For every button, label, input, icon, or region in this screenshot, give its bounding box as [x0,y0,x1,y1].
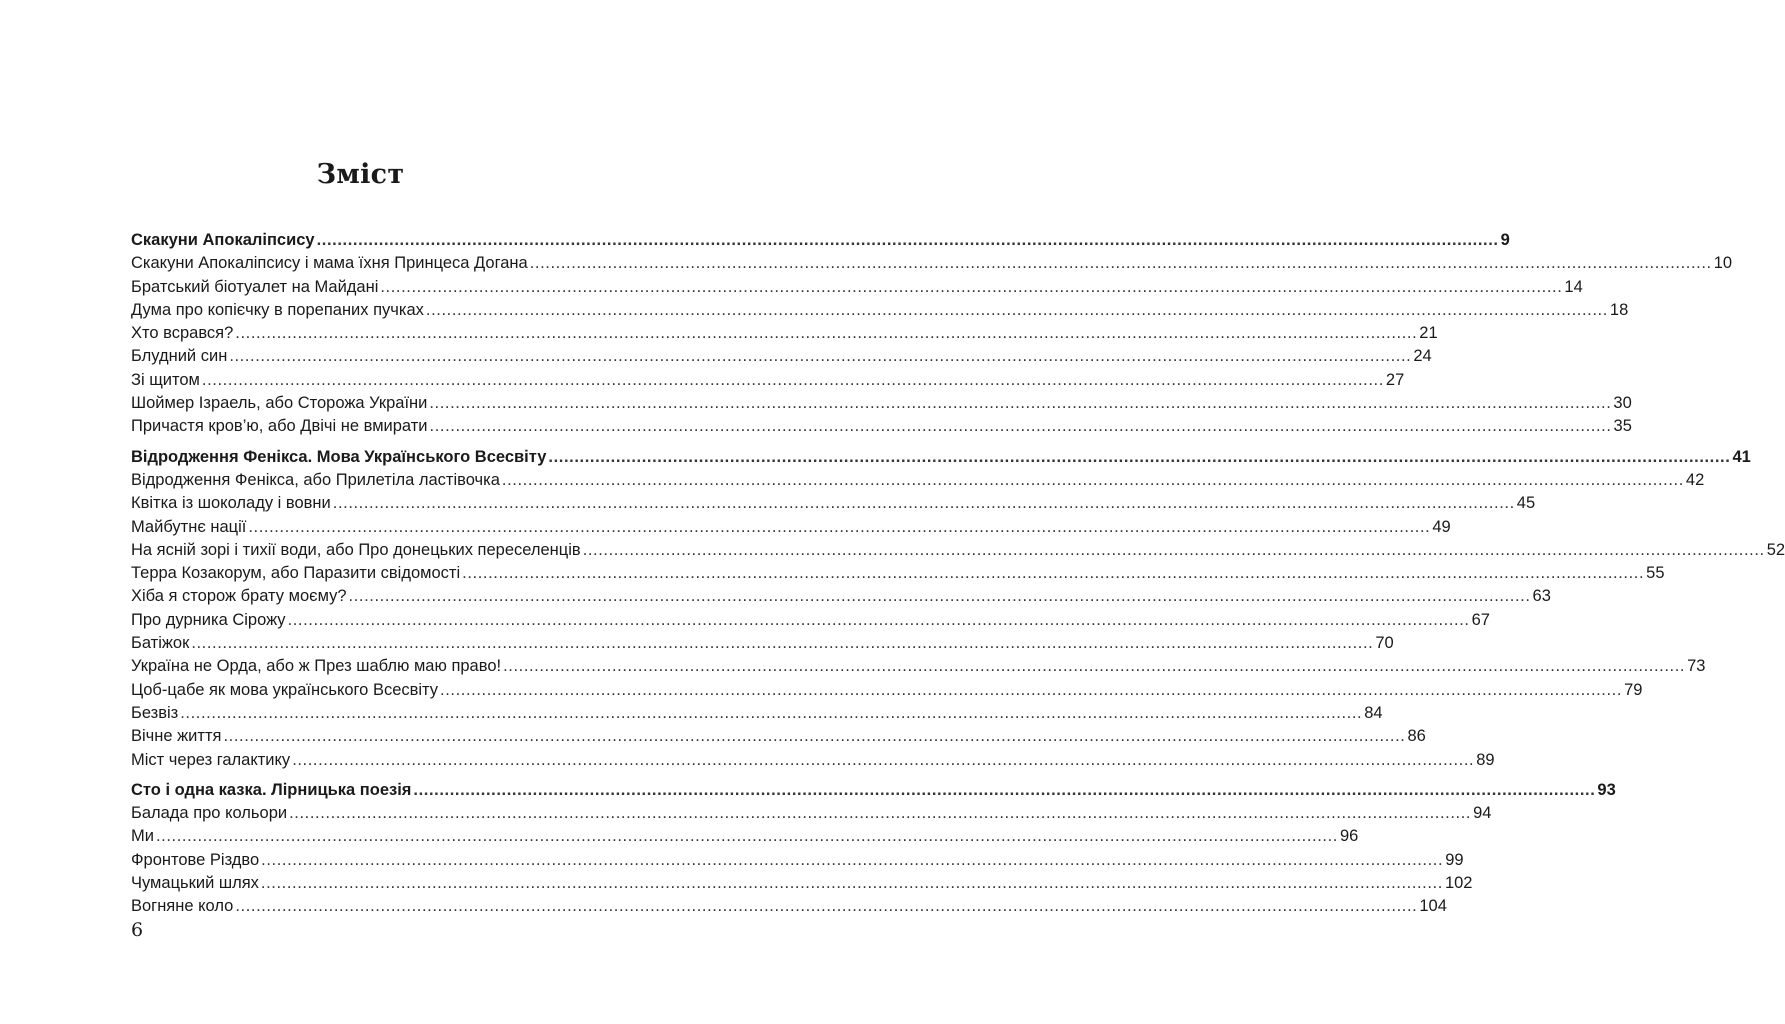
toc-entry [131,749,1495,772]
dot-leader [380,276,1562,299]
toc-entry-title: Причастя кров’ю, або Двічі не вмирати [131,417,428,436]
toc-entry-title: Майбутнє нації [131,517,247,536]
toc-entry-page: 49 [1432,517,1451,536]
dot-leader [248,516,1430,539]
toc-entry-title: Україна не Орда, або ж През шаблю маю право! [131,657,502,676]
toc-section [131,446,1785,772]
toc-entry [131,895,1447,918]
toc-entry [131,872,1473,895]
toc-entry-title: Вічне життя [131,727,222,746]
toc-entry-title: Вогняне коло [131,897,234,916]
toc-entry [131,702,1383,725]
dot-leader [292,749,1474,772]
toc-entry-page: 86 [1407,727,1426,746]
dot-leader [317,229,1499,252]
toc-entry-page: 93 [1597,780,1616,799]
toc-entry [131,469,1705,492]
dot-leader [503,655,1685,678]
toc-entry [131,679,1643,702]
toc-entry [131,802,1492,825]
page-title: Зміст [316,159,405,190]
toc-entry [131,632,1394,655]
toc-entry-page: 104 [1419,897,1447,916]
dot-leader [462,562,1644,585]
toc-entry-page: 94 [1473,804,1492,823]
toc-entry-page: 55 [1646,564,1665,583]
toc-entry-title: Балада про кольори [131,804,288,823]
toc-entry-title: Міст через галактику [131,750,291,769]
dot-leader [191,632,1373,655]
toc-entry-page: 52 [1766,540,1785,559]
dot-leader [261,849,1443,872]
toc-entry [131,415,1632,438]
toc-entry [131,299,1629,322]
toc-section [131,229,1733,439]
toc-entry-title: Фронтове Різдво [131,850,260,869]
toc-entry-title: Зі щитом [131,370,200,389]
dot-leader [289,802,1471,825]
toc-entry-title: Сто і одна казка. Лірницька поезія [131,780,412,799]
toc-entry [131,369,1405,392]
toc-entry [131,322,1438,345]
toc-entry-title: Безвіз [131,703,179,722]
toc-entry [131,609,1490,632]
toc-entry [131,252,1733,275]
toc-entry-page: 102 [1444,874,1473,893]
dot-leader [413,779,1595,802]
dot-leader [261,872,1443,895]
toc-entry-page: 70 [1375,634,1394,653]
toc-entry-title: Шоймер Ізраель, або Сторожа України [131,394,428,413]
toc-entry-title: Скакуни Апокаліпсису і мама їхня Принцеса Догана [131,254,528,273]
toc-entry-page: 96 [1339,827,1359,846]
toc-entry [131,725,1426,748]
toc-entry-page: 67 [1471,610,1490,629]
toc-entry-title: Відродження Фенікса. Мова Українського Всесвіту [131,447,547,466]
toc-entry-title: Братський біотуалет на Майдані [131,277,379,296]
toc-entry-page: 84 [1364,703,1383,722]
toc-entry [131,539,1785,562]
toc-entry-page: 73 [1687,657,1706,676]
toc-entry-title: Батіжок [131,634,190,653]
toc-entry-title: Цоб-цабе як мова українського Всесвіту [131,680,439,699]
dot-leader [333,492,1515,515]
toc-entry-page: 79 [1624,680,1643,699]
dot-leader [548,446,1730,469]
table-of-contents [131,229,1785,926]
toc-entry-title: Скакуни Апокаліпсису [131,231,315,249]
toc-entry-page: 42 [1685,470,1705,489]
dot-leader [440,679,1622,702]
toc-entry-title: Дума про копієчку в порепаних пучках [131,300,424,319]
toc-entry [131,849,1464,872]
page-number: 6 [131,919,144,941]
toc-entry-title: Терра Козакорум, або Паразити свідомості [131,564,461,583]
dot-leader [583,539,1765,562]
toc-entry-page: 27 [1385,370,1405,389]
dot-leader [430,415,1612,438]
toc-section-heading [131,446,1751,469]
toc-entry-page: 10 [1713,254,1733,273]
dot-leader [202,369,1384,392]
toc-entry-page: 30 [1613,394,1632,413]
toc-entry-title: Блудний син [131,347,228,366]
dot-leader [429,392,1611,415]
toc-entry-title: Квітка із шоколаду і вовни [131,494,331,513]
toc-entry-page: 9 [1500,231,1510,249]
dot-leader [235,895,1417,918]
toc-entry-title: Ми [131,827,154,846]
toc-entry [131,825,1359,848]
toc-entry-title: Відродження Фенікса, або Прилетіла ластівочка [131,470,500,489]
toc-entry [131,392,1632,415]
toc-entry-page: 99 [1445,850,1464,869]
toc-section [131,779,1616,919]
toc-section-heading [131,779,1616,802]
dot-leader [156,825,1338,848]
toc-entry-page: 35 [1613,417,1632,436]
toc-section-heading [131,229,1510,252]
toc-entry [131,516,1451,539]
dot-leader [349,585,1531,608]
toc-entry-page: 14 [1564,277,1583,296]
toc-entry [131,345,1432,368]
toc-entry-page: 18 [1609,300,1629,319]
dot-leader [229,345,1411,368]
toc-entry-page: 63 [1532,587,1551,606]
toc-entry-page: 89 [1476,750,1495,769]
toc-entry-page: 21 [1419,324,1438,343]
toc-entry [131,492,1536,515]
dot-leader [235,322,1417,345]
dot-leader [288,609,1470,632]
toc-entry-page: 24 [1413,347,1432,366]
toc-entry [131,655,1706,678]
toc-entry [131,276,1583,299]
toc-entry-title: Хіба я сторож брату моєму? [131,587,347,606]
toc-entry-title: Чумацький шлях [131,874,259,893]
toc-entry-title: На ясній зорі і тихії води, або Про донецьких переселенців [131,540,581,559]
toc-entry [131,562,1665,585]
dot-leader [530,252,1712,275]
toc-entry-title: Про дурника Сірожу [131,610,286,629]
dot-leader [180,702,1362,725]
dot-leader [502,469,1684,492]
dot-leader [426,299,1608,322]
dot-leader [223,725,1405,748]
toc-entry-page: 45 [1516,494,1536,513]
toc-entry-page: 41 [1732,447,1751,466]
toc-entry-title: Хто всрався? [131,324,234,343]
toc-entry [131,585,1551,608]
